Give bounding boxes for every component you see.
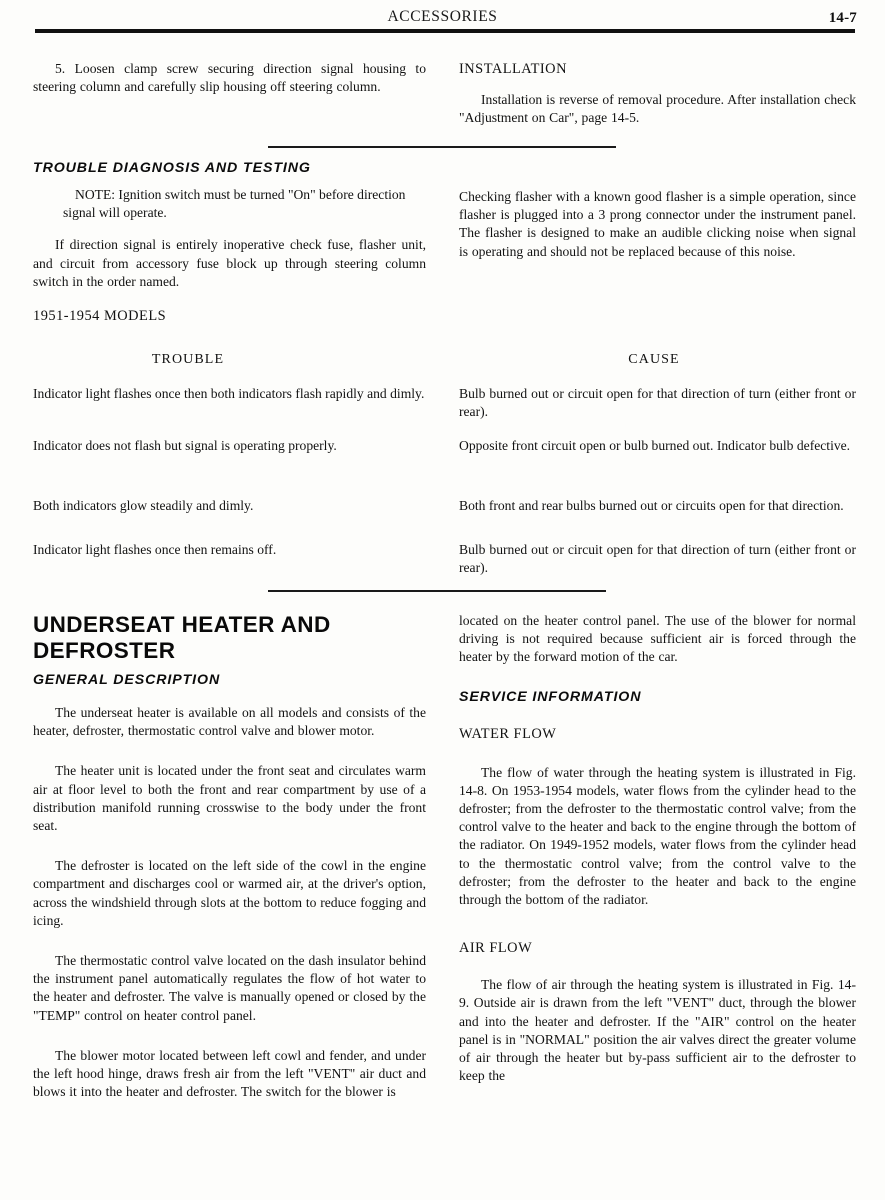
ignition-note: NOTE: Ignition switch must be turned "On" before direction signal will operate. — [63, 187, 406, 221]
blower-continued-paragraph: located on the heater control panel. The use of the blower for normal driving is not required because sufficient air is forced through the heater by the forward motion of the car. — [459, 613, 856, 665]
table-row — [459, 497, 856, 515]
table-row — [33, 497, 426, 515]
service-information-heading: SERVICE INFORMATION — [459, 688, 642, 705]
air-flow-heading: AIR FLOW — [459, 940, 533, 957]
running-head — [0, 8, 885, 30]
removal-step-5: 5. Loosen clamp screw securing direction signal housing to steering column and carefully slip housing off steering column. — [33, 61, 426, 95]
cause-cell: Bulb burned out or circuit open for that direction of turn (either front or rear). — [459, 386, 856, 420]
table-row — [33, 385, 426, 403]
installation-heading: INSTALLATION — [459, 61, 567, 77]
cause-cell: Opposite front circuit open or bulb burned out. Indicator bulb defective. — [459, 438, 851, 453]
underseat-heater-title: UNDERSEAT HEATER AND DEFROSTER — [33, 612, 331, 663]
general-description-heading: GENERAL DESCRIPTION — [33, 672, 221, 688]
table-row — [33, 437, 426, 455]
trouble-column-header: TROUBLE — [151, 352, 225, 367]
flasher-check-block — [459, 188, 856, 275]
table-row — [459, 385, 856, 421]
trouble-cell: Both indicators glow steadily and dimly. — [33, 498, 254, 513]
trouble-cell: Indicator light flashes once then remains off. — [33, 542, 277, 557]
air-flow-paragraph: The flow of air through the heating system is illustrated in Fig. 14-9. Outside air is drawn from the left "VENT" duct, through the blower and into the heater and defroster. If the "AIR" control on the heater panel is in "NORMAL" position the air valves direct the greater volume of air through the heater but by-pass sufficient air to the defroster to keep the — [459, 977, 856, 1084]
general-description-paragraph-1: The underseat heater is available on all models and consists of the heater, defroster, thermostatic control valve and blower motor. — [33, 705, 426, 739]
trouble-diagnosis-heading: TROUBLE DIAGNOSIS AND TESTING — [33, 160, 311, 176]
inoperative-paragraph: If direction signal is entirely inoperative check fuse, flasher unit, and circuit from accessory fuse block up through steering column switch in the order named. — [33, 237, 426, 289]
header-rule — [35, 29, 855, 33]
general-description-paragraph-3: The defroster is located on the left side of the cowl in the engine compartment and discharges cool or warmed air, at the driver's option, across the windshield through slots at the bottom to reduce fogging and icing. — [33, 858, 426, 928]
installation-paragraph: Installation is reverse of removal procedure. After installation check "Adjustment on Car", page 14-5. — [459, 92, 856, 126]
service-information-block — [459, 612, 856, 1085]
underseat-heater-block — [33, 612, 426, 1101]
trouble-column-header-wrap — [33, 352, 426, 368]
cause-cell: Bulb burned out or circuit open for that direction of turn (either front or rear). — [459, 542, 856, 576]
running-head-title: ACCESSORIES — [387, 8, 498, 25]
flasher-paragraph: Checking flasher with a known good flasher is a simple operation, since flasher is plugged into a 3 prong connector under the instrument panel. The flasher is designed to make an audible clicking noise when signal is operating and should not be replaced because of this noise. — [459, 189, 856, 259]
page-number: 14-7 — [828, 10, 857, 26]
table-row — [33, 541, 426, 559]
models-label: 1951-1954 MODELS — [33, 308, 167, 325]
cause-cell: Both front and rear bulbs burned out or circuits open for that direction. — [459, 498, 844, 513]
table-row — [459, 541, 856, 577]
water-flow-paragraph: The flow of water through the heating system is illustrated in Fig. 14-8. On 1953-1954 models, water flows from the cylinder head to the defroster; from the defroster to the thermostatic control valve; from the control valve to the heater and back to the engine through the bottom of the radiator. On 1949-1952 models, water flows from the cylinder head to the thermostatic control valve; from the control valve to the defroster; from the defroster to the heater and back to the engine through the bottom of the radiator. — [459, 764, 856, 908]
cause-column-header-wrap — [459, 352, 856, 368]
section-divider-1 — [268, 146, 616, 148]
water-flow-heading: WATER FLOW — [459, 725, 557, 742]
left-column-top — [33, 60, 426, 110]
cause-column-header: CAUSE — [628, 352, 680, 367]
trouble-cell: Indicator does not flash but signal is operating properly. — [33, 438, 337, 453]
section-divider-2 — [268, 590, 606, 592]
trouble-cell: Indicator light flashes once then both indicators flash rapidly and dimly. — [33, 386, 425, 401]
table-row — [459, 437, 856, 455]
right-column-top — [459, 60, 856, 141]
trouble-diagnosis-block — [33, 160, 426, 338]
general-description-paragraph-2: The heater unit is located under the front seat and circulates warm air at floor level to both the front and rear compartment by use of a distribution manifold running crosswise to the body under the front seat. — [33, 763, 426, 834]
general-description-paragraph-5: The blower motor located between left cowl and fender, and under the left hood hinge, draws fresh air from the left "VENT" air duct and blows it into the heater and defroster. The switch for the blower is — [33, 1047, 426, 1100]
general-description-paragraph-4: The thermostatic control valve located on the dash insulator behind the instrument panel automatically regulates the flow of hot water to the heater and defroster. The valve is manually opened or closed by the "TEMP" control on heater control panel. — [33, 953, 426, 1023]
